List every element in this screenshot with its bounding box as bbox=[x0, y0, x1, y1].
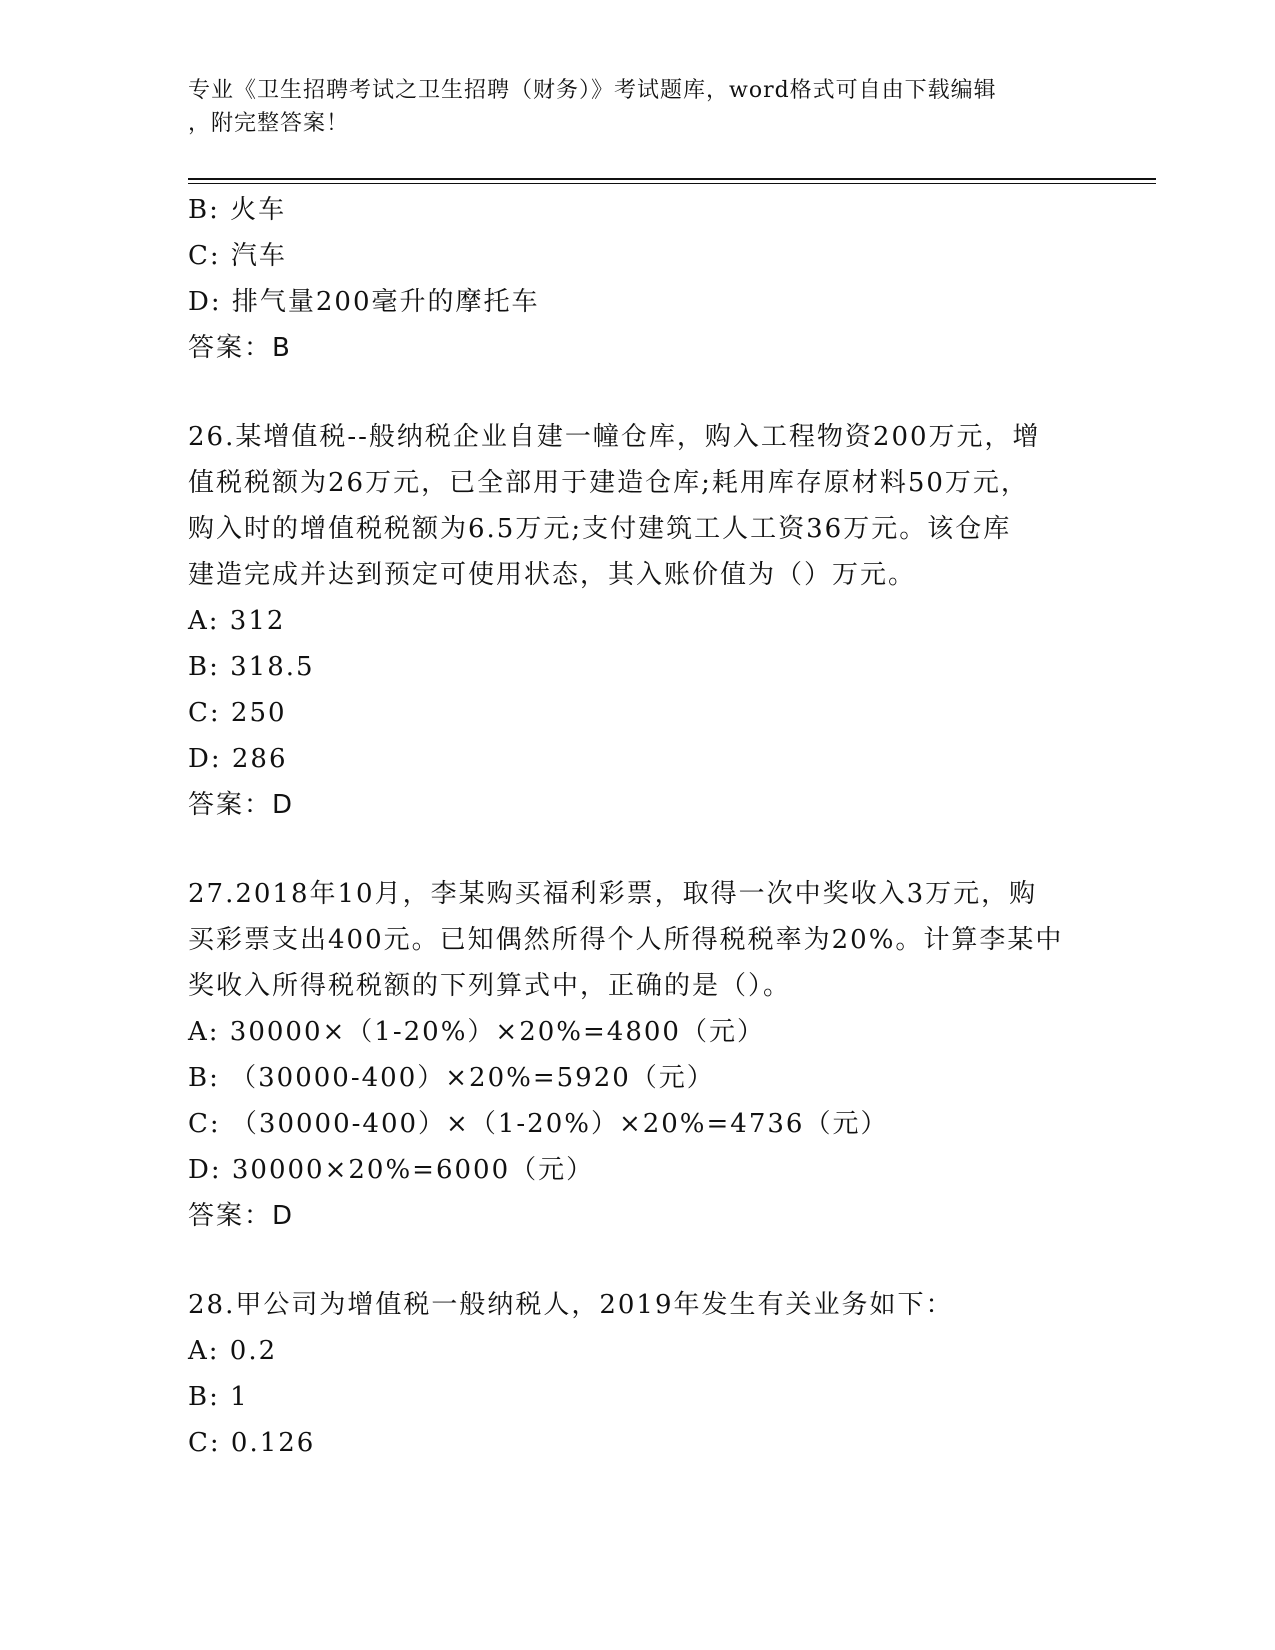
option-a: A: 30000×（1-20%）×20%=4800（元） bbox=[188, 1017, 765, 1047]
option-c: C: 250 bbox=[188, 698, 287, 728]
header-divider-thin bbox=[188, 183, 1156, 184]
option-d: D: 排气量200毫升的摩托车 bbox=[188, 287, 540, 317]
option-d: D: 286 bbox=[188, 744, 288, 774]
option-c: C: 汽车 bbox=[188, 241, 287, 271]
header-line-1: 专业《卫生招聘考试之卫生招聘（财务）》考试题库，word格式可自由下载编辑 bbox=[188, 78, 997, 103]
question-26 bbox=[188, 414, 1088, 828]
question-text-line: 建造完成并达到预定可使用状态，其入账价值为（）万元。 bbox=[188, 560, 917, 590]
document-body bbox=[188, 187, 1088, 1466]
question-text-line: 28.甲公司为增值税一般纳税人，2019年发生有关业务如下： bbox=[188, 1290, 954, 1320]
option-d: D: 30000×20%=6000（元） bbox=[188, 1155, 595, 1185]
question-text-line: 买彩票支出400元。已知偶然所得个人所得税税率为20%。计算李某中 bbox=[188, 925, 1064, 955]
question-text-line: 26.某增值税--般纳税企业自建一幢仓库，购入工程物资200万元，增 bbox=[188, 422, 1041, 452]
option-b: B: 火车 bbox=[188, 195, 287, 225]
header-line-2: ，附完整答案！ bbox=[188, 111, 350, 136]
option-a: A: 312 bbox=[188, 606, 286, 636]
option-a: A: 0.2 bbox=[188, 1336, 278, 1366]
option-c: C: （30000-400）×（1-20%）×20%=4736（元） bbox=[188, 1109, 889, 1139]
option-b: B: （30000-400）×20%=5920（元） bbox=[188, 1063, 715, 1093]
question-25-partial bbox=[188, 187, 1088, 371]
question-text-line: 27.2018年10月，李某购买福利彩票，取得一次中奖收入3万元，购 bbox=[188, 879, 1038, 909]
option-b: B: 1 bbox=[188, 1382, 249, 1412]
answer-line: 答案：D bbox=[188, 1201, 295, 1231]
option-b: B: 318.5 bbox=[188, 652, 315, 682]
question-27 bbox=[188, 871, 1088, 1239]
option-c: C: 0.126 bbox=[188, 1428, 316, 1458]
document-header bbox=[188, 74, 1088, 140]
answer-line: 答案：D bbox=[188, 790, 295, 820]
answer-line: 答案：B bbox=[188, 333, 292, 363]
question-text-line: 购入时的增值税税额为6.5万元;支付建筑工人工资36万元。该仓库 bbox=[188, 514, 1012, 544]
question-28 bbox=[188, 1282, 1088, 1466]
question-text-line: 奖收入所得税税额的下列算式中，正确的是（）。 bbox=[188, 971, 792, 1001]
header-divider-thick bbox=[188, 178, 1156, 180]
question-text-line: 值税税额为26万元，已全部用于建造仓库;耗用库存原材料50万元， bbox=[188, 468, 1029, 498]
